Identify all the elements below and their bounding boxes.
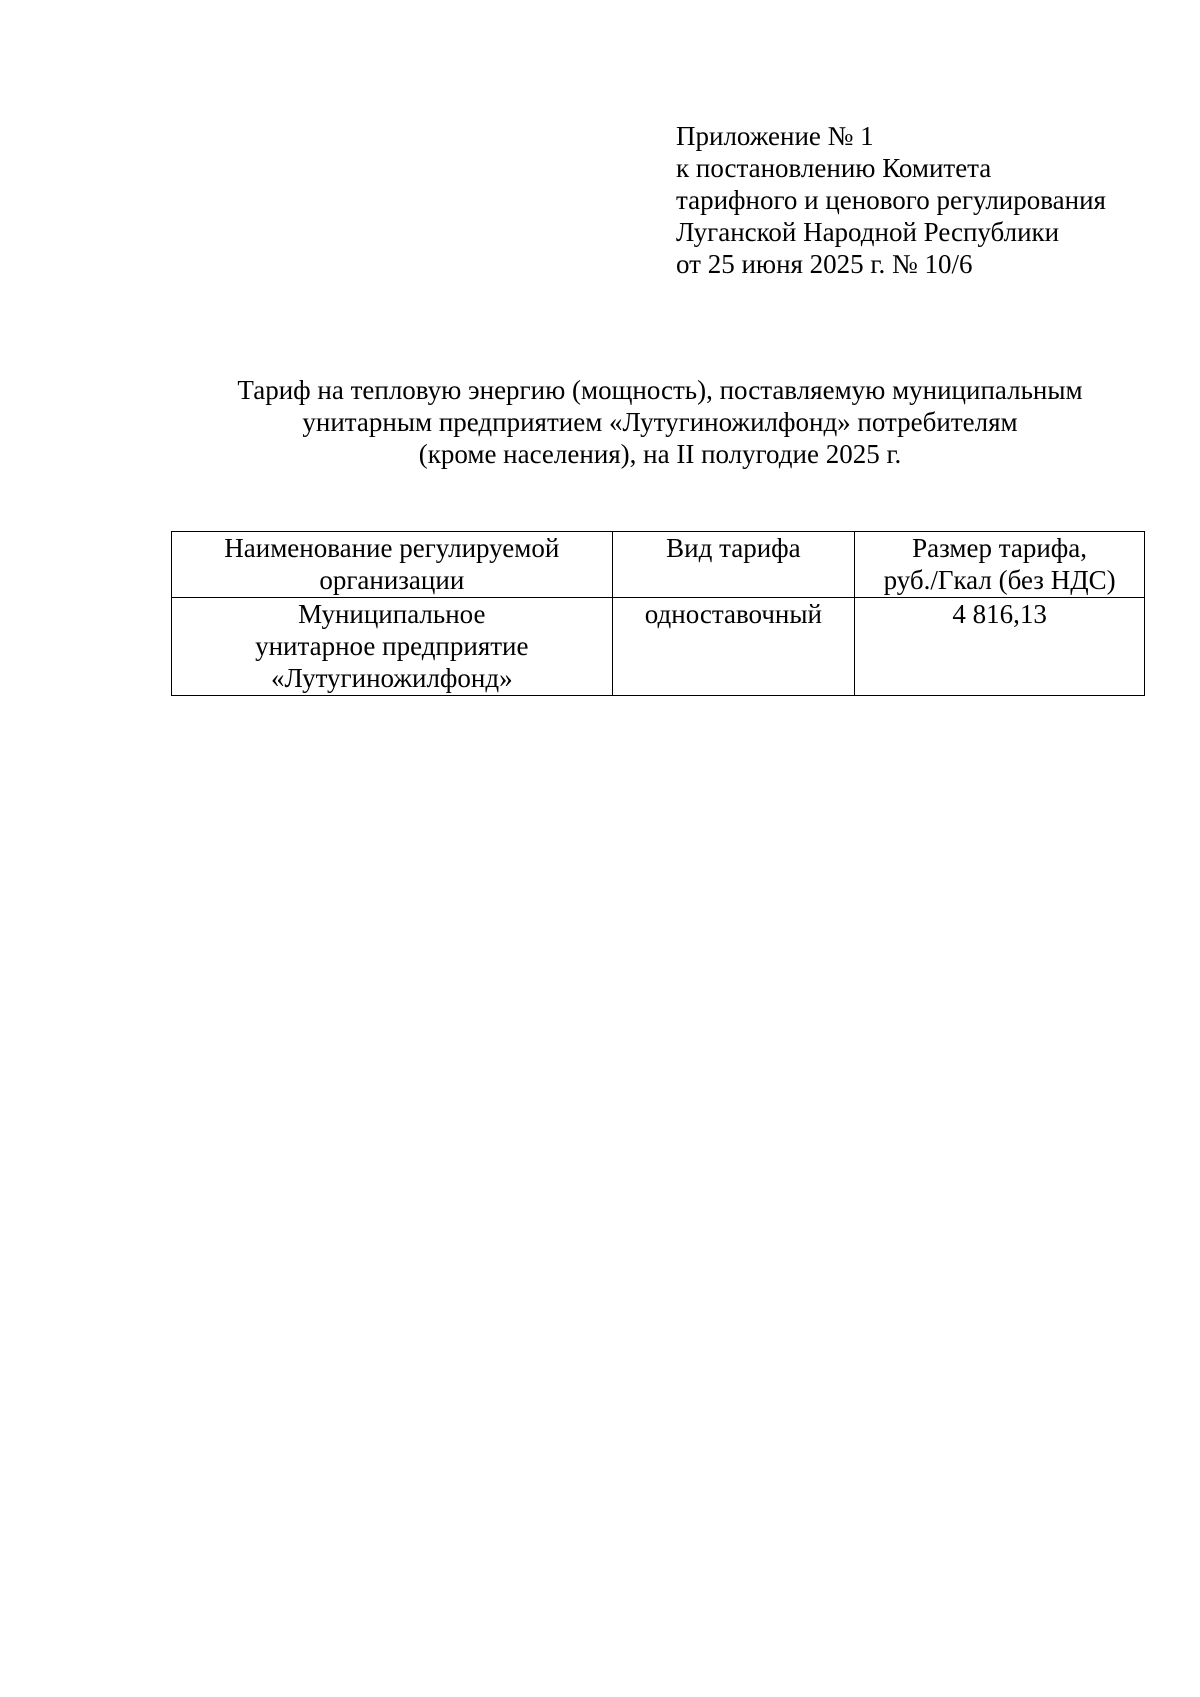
title-line-3: (кроме населения), на II полугодие 2025 г. <box>418 439 902 469</box>
cell-tariff-value: 4 816,13 <box>855 598 1145 696</box>
header-organization-line-1: Наименование регулируемой <box>224 533 560 563</box>
title-line-1: Тариф на тепловую энергию (мощность), поставляемую муниципальным <box>237 375 1083 405</box>
appendix-line-2: к постановлению Комитета <box>676 153 992 183</box>
header-organization <box>172 532 613 598</box>
header-tariff-value <box>855 532 1145 598</box>
appendix-line-4: Луганской Народной Республики <box>676 217 1060 247</box>
organization-line-1: Муниципальное <box>298 599 486 629</box>
organization-line-2: унитарное предприятие <box>255 631 529 661</box>
appendix-line-3: тарифного и ценового регулирования <box>676 185 1106 215</box>
header-tariff-value-line-1: Размер тарифа, <box>912 533 1088 563</box>
appendix-line-5: от 25 июня 2025 г. № 10/6 <box>676 249 973 279</box>
table-row <box>172 598 1145 696</box>
appendix-block <box>676 120 1106 280</box>
tariff-table <box>171 531 1145 696</box>
header-tariff-type-line-1: Вид тарифа <box>666 533 801 563</box>
header-tariff-type <box>612 532 855 598</box>
header-organization-line-2: организации <box>319 565 465 595</box>
organization-line-3: «Лутугиножилфонд» <box>270 663 513 693</box>
title-line-2: унитарным предприятием «Лутугиножилфонд» потребителям <box>302 407 1018 437</box>
appendix-line-1: Приложение № 1 <box>676 121 874 151</box>
cell-tariff-type: одноставочный <box>612 598 855 696</box>
cell-organization <box>172 598 613 696</box>
header-tariff-value-line-2: руб./Гкал (без НДС) <box>883 565 1116 595</box>
table-header-row <box>172 532 1145 598</box>
document-title <box>160 374 1160 470</box>
